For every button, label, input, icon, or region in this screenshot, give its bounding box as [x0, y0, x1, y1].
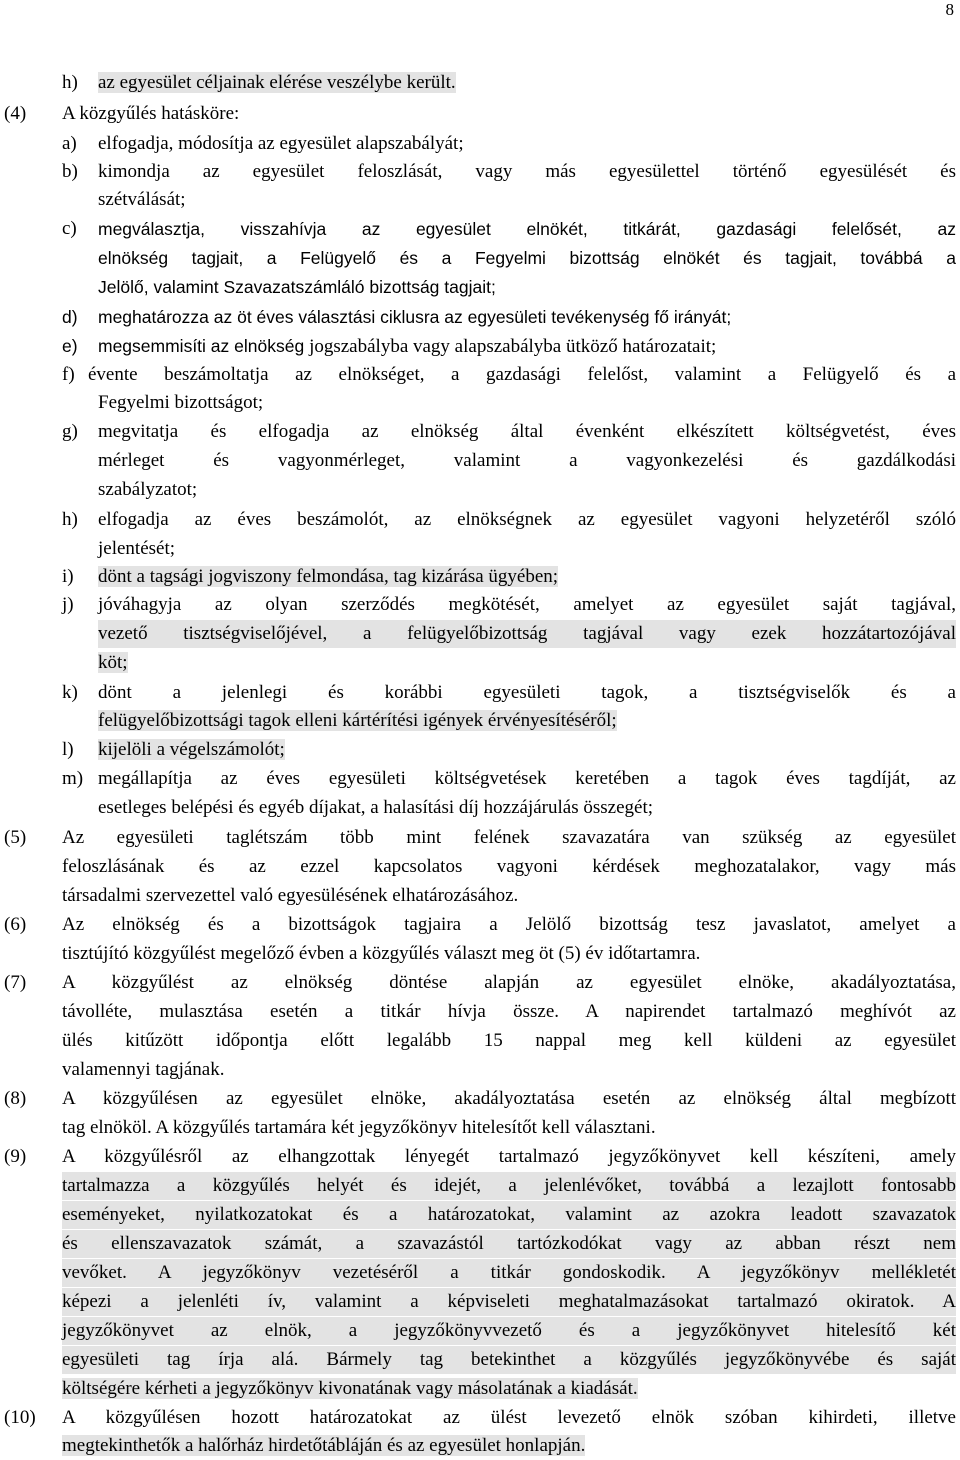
paragraph-text: Az egyesületi taglétszám több mint felének szavazatára van szükség az egyesület	[62, 827, 956, 848]
paragraph-text: képezi a jelenléti ív, valamint a képviseleti meghatalmazásokat tartalmazó okiratok. A	[62, 1288, 956, 1316]
paragraph-text: A közgyűlésen hozott határozatokat az ülést levezető elnök szóban kihirdeti, illetve	[62, 1407, 956, 1428]
item-text: mérleget és vagyonmérleget, valamint a vagyonkezelési és gazdálkodási	[98, 450, 956, 471]
item-text: köt;	[98, 652, 128, 673]
paragraph-text: megtekinthetők a halőrház hirdetőtábláján és az egyesület honlapján.	[62, 1435, 586, 1456]
paragraph-text: jegyzőkönyvet az elnök, a jegyzőkönyvvezető és a jegyzőkönyvet hitelesítő két	[62, 1317, 956, 1345]
item-label: b)	[62, 161, 78, 182]
paragraph-text: Az elnökség és a bizottságok tagjaira a Jelölő bizottság tesz javaslatot, amelyet a	[62, 914, 956, 935]
item-text: elnökség tagjait, a Felügyelő és a Fegyelmi bizottság elnökét és tagjait, továbbá a	[98, 248, 956, 268]
item-label: h)	[62, 509, 78, 530]
item-text: megválasztja, visszahívja az egyesület elnökét, titkárát, gazdasági felelősét, az	[98, 219, 956, 239]
item-text: Jelölő, valamint Szavazatszámláló bizottság tagjait;	[98, 277, 496, 297]
item-text: az egyesület céljainak elérése veszélybe került.	[98, 72, 456, 93]
paragraph-number: (4)	[4, 103, 27, 124]
paragraph-text: ülés kitűzött időpontja előtt legalább 15 nappal meg kell küldeni az egyesület	[62, 1030, 956, 1051]
item-text	[98, 332, 716, 360]
item-text: évente beszámoltatja az elnökséget, a gazdasági felelőst, valamint a Felügyelő és a	[88, 364, 956, 385]
paragraph-text: eseményeket, nyilatkozatokat és a határozatokat, valamint az azokra leadott szavazatok	[62, 1201, 956, 1229]
item-text: elfogadja, módosítja az egyesület alapszabályát;	[98, 133, 464, 154]
item-label: m)	[62, 768, 84, 789]
paragraph-number: (9)	[4, 1146, 27, 1167]
paragraph-text: és ellenszavazatok számát, a szavazástól tartózkodókat vagy az abban részt nem	[62, 1230, 956, 1258]
paragraph-number: (6)	[4, 914, 27, 935]
item-label: i)	[62, 566, 74, 587]
item-label: l)	[62, 739, 74, 760]
item-text: A közgyűlés hatásköre:	[62, 103, 240, 124]
item-text: jelentését;	[98, 538, 176, 559]
item-text: dönt a jelenlegi és korábbi egyesületi tagok, a tisztségviselők és a	[98, 682, 956, 703]
paragraph-text: vevőket. A jegyzőkönyv vezetéséről a titkár gondoskodik. A jegyzőkönyv mellékletét	[62, 1259, 956, 1287]
item-label: j)	[62, 594, 74, 615]
item-text: szabályzatot;	[98, 479, 198, 500]
paragraph-text: A közgyűlésről az elhangzottak lényegét tartalmazó jegyzőkönyvet kell készíteni, amely	[62, 1146, 956, 1167]
item-text-segment: jogszabályba vagy alapszabályba ütköző határozatait;	[309, 336, 717, 357]
item-label: d)	[62, 307, 78, 327]
item-text: kijelöli a végelszámolót;	[98, 739, 285, 760]
item-label: a)	[62, 133, 77, 154]
item-label: h)	[62, 72, 78, 93]
paragraph-text: távolléte, mulasztása esetén a titkár hívja össze. A napirendet tartalmazó meghívót az	[62, 1001, 956, 1022]
item-label: k)	[62, 682, 78, 703]
item-text-segment: megsemmisíti az elnökség	[98, 336, 310, 356]
page-number: 8	[945, 0, 954, 19]
item-label: e)	[62, 336, 78, 356]
item-label: c)	[62, 218, 77, 239]
paragraph-number: (8)	[4, 1088, 27, 1109]
paragraph-number: (10)	[4, 1407, 36, 1428]
item-text: meghatározza az öt éves választási ciklusra az egyesületi tevékenység fő irányát;	[98, 307, 732, 327]
item-text: elfogadja az éves beszámolót, az elnökségnek az egyesület vagyoni helyzetéről szóló	[98, 509, 956, 530]
paragraph-text: tag elnököl. A közgyűlés tartamára két jegyzőkönyv hitelesítőt kell választani.	[62, 1117, 656, 1138]
paragraph-text: feloszlásának és az ezzel kapcsolatos vagyoni kérdések meghozatalakor, vagy más	[62, 856, 956, 877]
paragraph-text: egyesületi tag írja alá. Bármely tag betekinthet a közgyűlés jegyzőkönyvébe és saját	[62, 1346, 956, 1374]
item-text: felügyelőbizottsági tagok elleni kártérítési igények érvényesítéséről;	[98, 710, 617, 731]
paragraph-text: tisztújító közgyűlést megelőző évben a közgyűlés választ meg öt (5) év időtartamra.	[62, 943, 701, 964]
paragraph-number: (5)	[4, 827, 27, 848]
item-text: szétválását;	[98, 189, 186, 210]
item-label: g)	[62, 421, 78, 442]
item-text: megállapítja az éves egyesületi költségvetések keretében a tagok éves tagdíját, az	[98, 768, 956, 789]
item-text: jóváhagyja az olyan szerződés megkötését, amelyet az egyesület saját tagjával,	[98, 594, 956, 615]
item-text: Fegyelmi bizottságot;	[98, 392, 264, 413]
paragraph-number: (7)	[4, 972, 27, 993]
item-text: vezető tisztségviselőjével, a felügyelőbizottság tagjával vagy ezek hozzátartozójával	[98, 620, 956, 648]
paragraph-text: A közgyűlést az elnökség döntése alapján az egyesület elnöke, akadályoztatása,	[62, 972, 956, 993]
item-text: kimondja az egyesület feloszlását, vagy más egyesülettel történő egyesülését és	[98, 161, 956, 182]
paragraph-text: A közgyűlésen az egyesület elnöke, akadályoztatása esetén az elnökség által megbízott	[62, 1088, 956, 1109]
item-text: megvitatja és elfogadja az elnökség által évenként elkészített költségvetést, éves	[98, 421, 956, 442]
paragraph-text: tartalmazza a közgyűlés helyét és idejét, a jelenlévőket, továbbá a lezajlott fontosabb	[62, 1172, 956, 1200]
item-label: f)	[62, 364, 75, 385]
paragraph-text: költségére kérheti a jegyzőkönyv kivonatának vagy másolatának a kiadását.	[62, 1378, 638, 1399]
paragraph-text: társadalmi szervezettel való egyesülésének elhatározásához.	[62, 885, 519, 906]
paragraph-text: valamennyi tagjának.	[62, 1059, 225, 1080]
item-text: esetleges belépési és egyéb díjakat, a halasítási díj hozzájárulás összegét;	[98, 797, 654, 818]
item-text: dönt a tagsági jogviszony felmondása, tag kizárása ügyében;	[98, 566, 559, 587]
